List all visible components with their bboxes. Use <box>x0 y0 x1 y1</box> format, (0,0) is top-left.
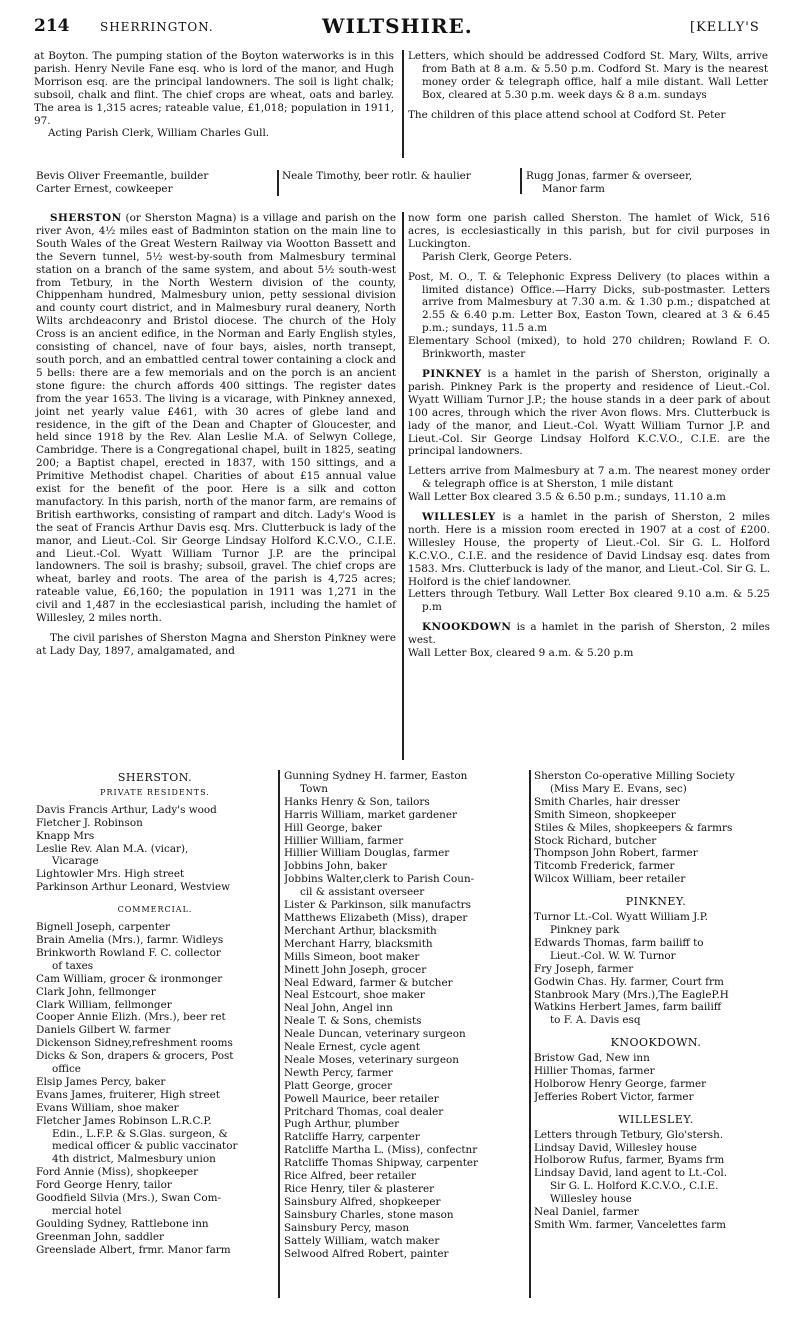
list-item: Gunning Sydney H. farmer, Easton <box>284 770 468 782</box>
list-item: Wilcox William, beer retailer <box>534 873 686 886</box>
sherston-lead: SHERSTON <box>50 212 122 224</box>
list-item: Fry Joseph, farmer <box>534 962 634 975</box>
residents-col-1 <box>36 170 271 196</box>
residents-col-3 <box>526 170 776 196</box>
list-item: Lindsay David, land agent to Lt.-Col. <box>534 1167 728 1180</box>
list-item: Jefferies Robert Victor, farmer <box>534 1090 694 1103</box>
list-item: Brain Amelia (Mrs.), farmr. Widleys <box>36 933 224 946</box>
sherston-continuation: now form one parish called Sherston. The hamlet of Wick, 516 acres, is ecclesiastically in this parish, but for civil purposes in Luckington. <box>408 212 770 250</box>
list-item-continuation: (Miss Mary E. Evans, sec) <box>550 782 687 795</box>
list-item: Ford Annie (Miss), shopkeeper <box>36 1166 199 1179</box>
list-item: Greenman John, saddler <box>36 1230 164 1243</box>
list-item: Stanbrook Mary (Mrs.),The EagleP.H <box>534 988 729 1001</box>
list-item: Merchant Arthur, blacksmith <box>284 924 437 937</box>
list-item: Turnor Lt.-Col. Wyatt William J.P. <box>534 911 708 924</box>
school-paragraph: The children of this place attend school at Codford St. Peter <box>408 108 726 121</box>
list-item: Rugg Jonas, farmer & overseer, <box>526 170 693 182</box>
list-item: Pugh Arthur, plumber <box>284 1118 400 1131</box>
list-item: Matthews Elizabeth (Miss), draper <box>284 911 468 924</box>
pinkney-lead: PINKNEY <box>422 367 482 380</box>
list-item: Dickenson Sidney,refreshment rooms <box>36 1037 233 1050</box>
list-item: Ratcliffe Harry, carpenter <box>284 1131 420 1144</box>
section-subheading: COMMERCIAL. <box>117 905 193 915</box>
list-item: Goulding Sydney, Rattlebone inn <box>36 1217 209 1230</box>
list-item: Thompson John Robert, farmer <box>534 847 698 860</box>
list-item: Neale Duncan, veterinary surgeon <box>284 1028 466 1041</box>
top-right-column <box>408 50 768 122</box>
top-left-column <box>34 50 394 140</box>
list-item: Platt George, grocer <box>284 1079 393 1092</box>
list-item: Evans William, shoe maker <box>36 1101 179 1114</box>
column-rule <box>402 212 404 760</box>
section-heading: KNOOKDOWN. <box>610 1037 702 1050</box>
pinkney-letters: Letters arrive from Malmesbury at 7 a.m. The nearest money order & telegraph office is at Sherston, 1 mile distant <box>408 465 770 491</box>
list-item: Daniels Gilbert W. farmer <box>36 1024 171 1037</box>
list-item: Hillier William Douglas, farmer <box>284 847 450 860</box>
list-item: Neale T. & Sons, chemists <box>284 1015 422 1028</box>
pinkney-paragraph <box>408 368 770 458</box>
list-item: Powell Maurice, beer retailer <box>284 1092 439 1105</box>
list-item: Harris William, market gardener <box>284 808 457 821</box>
list-item: Dicks & Son, drapers & grocers, Post <box>36 1050 234 1063</box>
list-item: Bignell Joseph, carpenter <box>36 921 171 934</box>
list-item: Bristow Gad, New inn <box>534 1052 650 1065</box>
list-item: Ratcliffe Thomas Shipway, carpenter <box>284 1157 479 1170</box>
column-rule <box>277 170 279 196</box>
section-heading: SHERSTON. <box>117 772 193 784</box>
sherrington-paragraph: at Boyton. The pumping station of the Boyton waterworks is in this parish. Henry Nevile Fane esq. who is lord of the manor, and Hugh Morrison esq. are the principal landowners. The soil is light chalk; subsoil, chalk and flint. The chief crops are wheat, oats and barley. The area is 1,315 acres; rateable value, £1,018; population in 1911, 97. <box>34 50 394 127</box>
list-item: Holborow Henry George, farmer <box>534 1077 707 1090</box>
list-item-continuation: Pinkney park <box>550 923 620 936</box>
list-item: Lightowler Mrs. High street <box>36 868 185 881</box>
list-item-continuation: Lieut.-Col. W. W. Turnor <box>550 949 676 962</box>
sherston-body: (or Sherston Magna) is a village and parish on the river Avon, 4½ miles east of Badminton station on the main line to South Wales of the Great Western Railway via Wootton Bassett and the Severn tunnel, 5½ west-by-south from Malmesbury terminal station on a branch of the same system, and about 5½ south-west from Tetbury, in the North Western division of the county, Chippenham hundred, Malmesbury union, petty sessional division and county court district, and in Malmesbury rural deanery, North Wilts archdeaconry and Bristol diocese. The church of the Holy Cross is an ancient edifice, in the Norman and Early English styles, consisting of chancel, nave of four bays, aisles, north transept, south porch, and an embattled central tower containing a clock and 5 bells: there are a few memorials and on the porch is an ancient stone figure: the church affords 400 sittings. The register dates from the year 1653. The living is a vicarage, with Pinkney annexed, joint net yearly value £461, with 30 acres of glebe land and residence, in the gift of the Dean and Chapter of Gloucester, and held since 1918 by the Rev. Alan Leslie M.A. of Selwyn College, Cambridge. There is a Congregational chapel, built in 1825, seating 200; a Baptist chapel, erected in 1837, with 150 sittings, and a Primitive Methodist chapel. Charities of about £15 annual value exist for the benefit of the poor. Here is a silk and cotton manufactory. In this parish, north of the manor farm, are remains of British earthworks, consisting of rampart and ditch. Lady's Wood is the seat of Francis Arthur Davis esq. Mrs. Clutterbuck is lady of the manor, and Lieut.-Col. Sir George Lindsay Holford K.C.V.O., C.I.E. and Lieut.-Col. Wyatt William Turnor J.P. are the principal landowners. The soil is brashy; subsoil, gravel. The chief crops are wheat, barley and roots. The area of the parish is 4,725 acres; rateable value, £6,160; the population in 1911 was 1,271 in the civil and 1,487 in the ecclesiastical parish, including the hamlet of Willesley, 2 miles north. <box>36 212 396 625</box>
list-item-continuation: to F. A. Davis esq <box>550 1014 641 1027</box>
list-item: Neale Timothy, beer rotlr. & haulier <box>282 170 471 182</box>
list-item-continuation: Edin., L.F.P. & S.Glas. surgeon, & <box>52 1127 228 1140</box>
civil-parishes-paragraph: The civil parishes of Sherston Magna and Sherston Pinkney were at Lady Day, 1897, amalgamated, and <box>36 632 396 657</box>
list-item: Jobbins John, baker <box>284 860 388 873</box>
list-item: Neal Estcourt, shoe maker <box>284 989 425 1002</box>
sherston-paragraph <box>36 212 396 625</box>
list-item-continuation: of taxes <box>52 959 94 972</box>
running-head: SHERRINGTON. <box>100 20 214 34</box>
list-item: Sattely William, watch maker <box>284 1234 440 1247</box>
school-paragraph: Elementary School (mixed), to hold 270 children; Rowland F. O. Brinkworth, master <box>408 335 770 361</box>
list-item: Stiles & Miles, shopkeepers & farmrs <box>534 821 733 834</box>
column-rule <box>402 50 404 158</box>
list-item: Merchant Harry, blacksmith <box>284 937 433 950</box>
list-item: Greenslade Albert, frmr. Manor farm <box>36 1243 231 1256</box>
list-item: Sainsbury Charles, stone mason <box>284 1208 454 1221</box>
list-item: Godwin Chas. Hy. farmer, Court frm <box>534 975 724 988</box>
list-item: Mills Simeon, boot maker <box>284 950 420 963</box>
column-rule <box>529 770 531 1298</box>
list-item: Cooper Annie Elizh. (Mrs.), beer ret <box>36 1011 226 1024</box>
list-item: Ratcliffe Martha L. (Miss), confectnr <box>284 1144 478 1157</box>
list-item: Letters through Tetbury, Glo'stersh. <box>534 1128 724 1141</box>
list-item: Lindsay David, Willesley house <box>534 1141 697 1154</box>
list-item-continuation: medical officer & public vaccinator <box>52 1140 238 1153</box>
directory-col-1 <box>36 770 274 1257</box>
list-item: Pritchard Thomas, coal dealer <box>284 1105 444 1118</box>
acting-parish-clerk: Acting Parish Clerk, William Charles Gull. <box>48 127 270 140</box>
list-item: Selwood Alfred Robert, painter <box>284 1247 449 1260</box>
list-item: Knapp Mrs <box>36 829 95 842</box>
section-heading: PINKNEY. <box>625 896 687 909</box>
list-item: Neal John, Angel inn <box>284 1002 393 1015</box>
list-item-continuation: office <box>52 1063 81 1076</box>
section-heading: WILLESLEY. <box>618 1113 694 1126</box>
knookdown-body: is a hamlet in the parish of Sherston, 2 miles west. <box>408 621 770 647</box>
list-item: Rice Henry, tiler & plasterer <box>284 1183 435 1195</box>
list-item: Parkinson Arthur Leonard, Westview <box>36 881 231 894</box>
list-item: Clark William, fellmonger <box>36 998 172 1011</box>
section-subheading: PRIVATE RESIDENTS. <box>100 787 210 797</box>
list-item-continuation: Vicarage <box>52 855 99 868</box>
willesley-paragraph <box>408 511 770 588</box>
list-item: Goodfield Silvia (Mrs.), Swan Com- <box>36 1192 222 1205</box>
knookdown-lead: KNOOKDOWN <box>422 621 512 634</box>
parish-clerk: Parish Clerk, George Peters. <box>422 250 573 263</box>
list-item: Smith Simeon, shopkeeper <box>534 808 676 821</box>
list-item: Elsip James Percy, baker <box>36 1075 166 1088</box>
list-item: Carter Ernest, cowkeeper <box>36 182 173 195</box>
willesley-letters: Letters through Tetbury. Wall Letter Box cleared 9.10 a.m. & 5.25 p.m <box>408 588 770 614</box>
pinkney-body: is a hamlet in the parish of Sherston, originally a parish. Pinkney Park is the property and residence of Lieut.-Col. Wyatt William Turnor J.P.; the house stands in a deer park of about 100 acres, through which the river Avon flows. Mrs. Clutterbuck is lady of the manor, and Lieut.-Col. Wyatt William Turnor J.P. and Lieut.-Col. Sir George Lindsay Holford K.C.V.O., C.I.E. are the principal landowners. <box>408 367 770 458</box>
list-item: Neale Moses, veterinary surgeon <box>284 1053 459 1066</box>
list-item: Smith Wm. farmer, Vancelettes farm <box>534 1219 726 1231</box>
willesley-lead: WILLESLEY <box>422 511 496 524</box>
list-item-continuation: Town <box>300 782 328 795</box>
list-item: Neale Ernest, cycle agent <box>284 1041 420 1054</box>
list-item: Cam William, grocer & ironmonger <box>36 972 223 985</box>
list-item: Sherston Co-operative Milling Society <box>534 770 735 782</box>
list-item: Lister & Parkinson, silk manufactrs <box>284 899 471 912</box>
knookdown-paragraph <box>408 621 770 647</box>
list-item-continuation: cil & assistant overseer <box>300 886 425 899</box>
list-item: Manor farm <box>542 182 605 195</box>
list-item-continuation: Willesley house <box>550 1193 632 1206</box>
list-item: Rice Alfred, beer retailer <box>284 1170 416 1183</box>
residents-col-2 <box>282 170 522 183</box>
willesley-body: is a hamlet in the parish of Sherston, 2 miles north. Here is a mission room erected in 1907 at a cost of £200. Willesley House, the property of Lieut.-Col. Sir G. L. Holford K.C.V.O., C.I.E. and the residence of David Lindsay esq. dates from 1583. Mrs. Clutterbuck is lady of the manor, and Lieut.-Col. Sir G. L. Holford is the chief landowner. <box>408 511 770 588</box>
column-rule <box>278 770 280 1298</box>
column-rule <box>520 168 522 194</box>
page-number: 214 <box>34 16 70 36</box>
list-item: Neal Daniel, farmer <box>534 1206 639 1219</box>
list-item: Sainsbury Alfred, shopkeeper <box>284 1195 441 1208</box>
list-item: Fletcher J. Robinson <box>36 816 143 829</box>
post-office-paragraph: Post, M. O., T. & Telephonic Express Delivery (to places within a limited distance) Office.—Harry Dicks, sub-postmaster. Letters arrive from Malmesbury at 7.30 a.m. & 1.30 p.m.; dispatched at 2.55 & 6.40 p.m. Letter Box, Easton Town, cleared at 3 & 6.45 p.m.; sundays, 11.5 a.m <box>408 270 770 335</box>
list-item: Watkins Herbert James, farm bailiff <box>534 1001 722 1014</box>
list-item-continuation: 4th district, Malmesbury union <box>52 1153 216 1166</box>
list-item: Minett John Joseph, grocer <box>284 963 427 976</box>
county-title: WILTSHIRE. <box>322 14 473 38</box>
list-item: Fletcher James Robinson L.R.C.P. <box>36 1114 212 1127</box>
page-header <box>0 14 800 44</box>
list-item: Stock Richard, butcher <box>534 834 657 847</box>
directory-col-3 <box>534 770 778 1232</box>
list-item-continuation: Sir G. L. Holford K.C.V.O., C.I.E. <box>550 1180 719 1193</box>
list-item: Brinkworth Rowland F. C. collector <box>36 946 221 959</box>
list-item: Titcomb Frederick, farmer <box>534 860 675 873</box>
list-item: Hill George, baker <box>284 821 382 834</box>
directory-col-2 <box>284 770 526 1260</box>
sherston-right-column <box>408 212 770 660</box>
list-item: Newth Percy, farmer <box>284 1066 393 1079</box>
sherston-left-column <box>36 212 396 658</box>
list-item: Leslie Rev. Alan M.A. (vicar), <box>36 842 189 855</box>
list-item: Neal Edward, farmer & butcher <box>284 976 453 989</box>
list-item: Smith Charles, hair dresser <box>534 795 680 808</box>
publisher-mark: [KELLY'S <box>690 20 760 35</box>
list-item: Holborow Rufus, farmer, Byams frm <box>534 1154 725 1167</box>
pinkney-letter-box: Wall Letter Box cleared 3.5 & 6.50 p.m.; sundays, 11.10 a.m <box>408 491 726 504</box>
list-item: Jobbins Walter,clerk to Parish Coun- <box>284 873 475 886</box>
list-item: Edwards Thomas, farm bailiff to <box>534 936 704 949</box>
letters-paragraph: Letters, which should be addressed Codford St. Mary, Wilts, arrive from Bath at 8 a.m. & 5.50 p.m. Codford St. Mary is the nearest money order & telegraph office, half a mile distant. Wall Letter Box, cleared at 5.30 p.m. week days & 8 a.m. sundays <box>408 50 768 101</box>
list-item: Evans James, fruiterer, High street <box>36 1088 220 1101</box>
knookdown-letter-box: Wall Letter Box, cleared 9 a.m. & 5.20 p.m <box>408 647 634 660</box>
list-item: Davis Francis Arthur, Lady's wood <box>36 803 217 816</box>
list-item: Hanks Henry & Son, tailors <box>284 795 430 808</box>
list-item: Hillier Thomas, farmer <box>534 1065 655 1078</box>
list-item: Bevis Oliver Freemantle, builder <box>36 170 209 182</box>
list-item: Hillier William, farmer <box>284 834 404 847</box>
list-item-continuation: mercial hotel <box>52 1205 122 1217</box>
list-item: Sainsbury Percy, mason <box>284 1221 410 1234</box>
list-item: Clark John, fellmonger <box>36 985 156 998</box>
list-item: Ford George Henry, tailor <box>36 1179 172 1192</box>
